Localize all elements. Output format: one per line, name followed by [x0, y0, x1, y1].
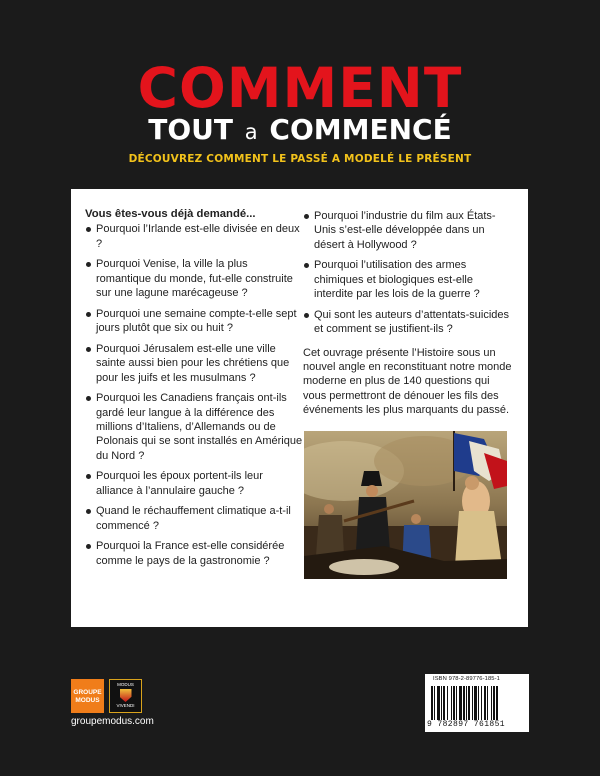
barcode-stripe — [496, 686, 498, 720]
list-item: Qui sont les auteurs d’attentats-suicides et comment se justifient-ils ? — [303, 308, 515, 337]
barcode-stripe — [468, 686, 470, 720]
imprint-bottom: VIVENDI — [116, 703, 135, 708]
logo-line-modus: MODUS — [75, 696, 100, 704]
barcode-stripe — [459, 686, 462, 720]
barcode-stripe — [434, 686, 435, 720]
liberty-leading-the-people-painting — [304, 431, 507, 579]
groupe-modus-logo — [71, 679, 104, 713]
barcode-stripe — [478, 686, 479, 720]
intro-heading: Vous êtes-vous déjà demandé... — [85, 208, 256, 220]
barcode-stripe — [474, 686, 477, 720]
painting-illustration — [304, 431, 507, 579]
barcode-stripe — [487, 686, 488, 720]
barcode-stripe — [484, 686, 486, 720]
barcode-stripe — [481, 686, 482, 720]
subtitle-word-tout: TOUT — [148, 113, 234, 146]
barcode-stripe — [466, 686, 467, 720]
publisher-website: groupemodus.com — [71, 716, 154, 727]
tagline: DÉCOUVREZ COMMENT LE PASSÉ A MODELÉ LE PRÉSENT — [128, 153, 472, 165]
book-subtitle — [0, 114, 600, 148]
content-panel — [71, 189, 528, 627]
question-list-left — [85, 222, 303, 568]
barcode-stripe — [491, 686, 492, 720]
barcode-stripe — [437, 686, 440, 720]
left-column — [85, 207, 303, 574]
list-item: Pourquoi la France est-elle considérée comme le pays de la gastronomie ? — [85, 539, 303, 568]
barcode-stripe — [443, 686, 445, 720]
barcode-stripe — [447, 686, 448, 720]
right-column — [303, 209, 515, 418]
list-item: Pourquoi l’utilisation des armes chimiques et biologiques est-elle interdite par les lois de la guerre ? — [303, 258, 515, 301]
subtitle-word-a: a — [244, 120, 258, 144]
shield-icon — [120, 689, 132, 702]
description-paragraph: Cet ouvrage présente l’Histoire sous un nouvel angle en reconstituant notre monde moderne en plus de 140 questions qui vous permettront de dénouer les fils des événements les plus marquants du passé. — [303, 346, 512, 417]
barcode-stripe — [451, 686, 452, 720]
list-item: Pourquoi une semaine compte-t-elle sept jours plutôt que six ou huit ? — [85, 307, 303, 336]
list-item: Pourquoi Jérusalem est-elle une ville sainte aussi bien pour les chrétiens que pour les juifs et les musulmans ? — [85, 342, 303, 385]
barcode-stripe — [472, 686, 473, 720]
question-list-right — [303, 209, 515, 337]
barcode-stripe — [456, 686, 457, 720]
list-item: Pourquoi l’Irlande est-elle divisée en deux ? — [85, 222, 303, 251]
isbn-barcode — [425, 674, 529, 732]
imprint-top: MODUS — [117, 682, 134, 687]
barcode-stripe — [441, 686, 442, 720]
barcode-stripe — [453, 686, 455, 720]
list-item: Pourquoi Venise, la ville la plus romantique du monde, fut-elle construite sur une lagune marécageuse ? — [85, 257, 303, 300]
barcode-stripe — [493, 686, 495, 720]
publisher-logos — [71, 679, 141, 713]
book-title: COMMENT — [137, 56, 463, 120]
barcode-stripe — [431, 686, 433, 720]
list-item: Pourquoi l’industrie du film aux États-Unis s’est-elle développée dans un désert à Hollywood ? — [303, 209, 515, 252]
list-item: Pourquoi les époux portent-ils leur alliance à l’annulaire gauche ? — [85, 469, 303, 498]
list-item: Pourquoi les Canadiens français ont-ils gardé leur langue à la différence des millions d’Italiens, d’Allemands ou de Polonais qui se sont installés en Amérique du Nord ? — [85, 391, 303, 463]
barcode-number: 9 782897 761851 — [427, 720, 506, 729]
subtitle-word-commence: COMMENCÉ — [269, 113, 452, 146]
barcode-stripe — [463, 686, 465, 720]
isbn-text: ISBN 978-2-89776-185-1 — [433, 676, 500, 682]
logo-line-groupe: GROUPE — [73, 689, 102, 696]
list-item: Quand le réchauffement climatique a-t-il commencé ? — [85, 504, 303, 533]
barcode-bars — [431, 686, 523, 720]
modus-vivendi-logo — [109, 679, 142, 713]
